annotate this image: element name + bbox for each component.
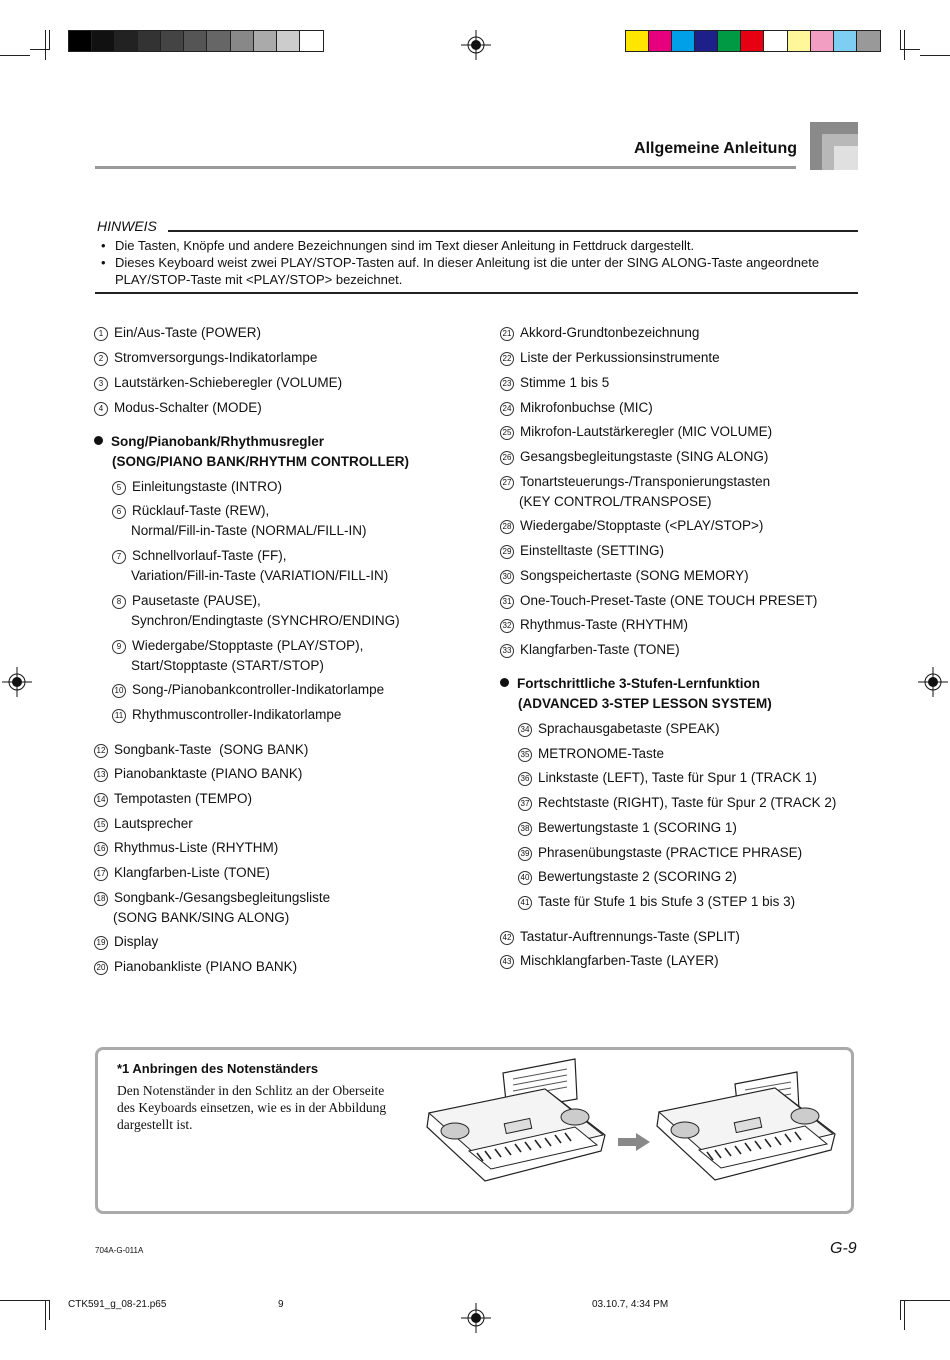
note-list [100,237,860,288]
color-swatch [207,31,230,51]
item-number: 31 [500,595,514,609]
item-number: 23 [500,377,514,391]
note-bullet: • Dieses Keyboard weist zwei PLAY/STOP-Tasten auf. In dieser Anleitung ist die unter der SING ALONG-Taste angeordnete PLAY/STOP-Taste mit <PLAY/STOP> bezeichnet. [100,254,860,288]
crop-box [30,1300,50,1320]
item-number: 12 [94,744,108,758]
list-item: 43 Mischklangfarben-Taste (LAYER) [500,951,719,971]
list-item: 5 Einleitungstaste (INTRO) [112,477,282,497]
item-number: 28 [500,520,514,534]
item-number: 39 [518,847,532,861]
item-number: 14 [94,793,108,807]
item-number: 40 [518,871,532,885]
registration-mark-icon [461,1303,491,1333]
color-swatch [649,31,672,51]
item-number: 24 [500,402,514,416]
color-swatch [695,31,718,51]
list-item: 37 Rechtstaste (RIGHT), Taste für Spur 2 (TRACK 2) [518,793,836,813]
list-item: 22 Liste der Perkussionsinstrumente [500,348,720,368]
item-number: 8 [112,595,126,609]
list-item: 12 Songbank-Taste (SONG BANK) [94,740,308,760]
item-number: 10 [112,684,126,698]
item-number: 5 [112,481,126,495]
slug-page: 9 [278,1299,284,1310]
group-heading: Song/Pianobank/Rhythmusregler [94,432,324,452]
list-item: 31 One-Touch-Preset-Taste (ONE TOUCH PRESET) [500,591,817,611]
slug-date: 03.10.7, 4:34 PM [592,1299,669,1310]
item-number: 13 [94,768,108,782]
keyboard-with-stand-insert-icon [425,1055,610,1185]
item-number: 34 [518,723,532,737]
bullet-icon [500,678,509,687]
group-heading: Fortschrittliche 3-Stufen-Lernfunktion [500,674,760,694]
crop-box [900,30,920,50]
item-number: 42 [500,931,514,945]
item-number: 26 [500,451,514,465]
item-number: 32 [500,619,514,633]
page-number: G-9 [830,1240,857,1257]
header-rule [95,166,796,169]
list-item: 24 Mikrofonbuchse (MIC) [500,398,653,418]
note-bullet: • Die Tasten, Knöpfe und andere Bezeichnungen sind im Text dieser Anleitung in Fettdruck dargestellt. [100,237,860,254]
list-item: 34 Sprachausgabetaste (SPEAK) [518,719,720,739]
item-number: 25 [500,426,514,440]
list-item: 30 Songspeichertaste (SONG MEMORY) [500,566,749,586]
note-heading: HINWEIS [97,218,157,234]
list-item: 38 Bewertungstaste 1 (SCORING 1) [518,818,737,838]
note-bottom-rule [95,292,858,294]
list-item: 28 Wiedergabe/Stopptaste (<PLAY/STOP>) [500,516,763,536]
arrow-right-icon [618,1133,650,1151]
color-swatch [764,31,787,51]
slug-filename: CTK591_g_08-21.p65 [68,1299,167,1310]
color-swatch [626,31,649,51]
list-item: 25 Mikrofon-Lautstärkeregler (MIC VOLUME) [500,422,772,442]
item-number: 35 [518,748,532,762]
color-swatch [857,31,880,51]
item-number: 7 [112,550,126,564]
list-item: 9 Wiedergabe/Stopptaste (PLAY/STOP), Start/Stopptaste (START/STOP) [112,636,363,676]
color-swatch [231,31,254,51]
crop-box [30,30,50,50]
document-code: 704A-G-011A [95,1246,144,1255]
crop-mark [920,55,950,56]
item-number: 3 [94,377,108,391]
item-number: 29 [500,545,514,559]
list-item: 33 Klangfarben-Taste (TONE) [500,640,680,660]
item-number: 33 [500,644,514,658]
item-number: 6 [112,505,126,519]
list-item: 18 Songbank-/Gesangsbegleitungsliste (SONG BANK/SING ALONG) [94,888,330,928]
item-number: 2 [94,352,108,366]
item-number: 17 [94,867,108,881]
item-number: 19 [94,936,108,950]
list-item: 27 Tonartsteuerungs-/Transponierungstasten (KEY CONTROL/TRANSPOSE) [500,472,770,512]
item-number: 4 [94,402,108,416]
registration-mark-icon [461,30,491,60]
crop-mark [920,1300,950,1301]
color-swatch [92,31,115,51]
color-swatch [69,31,92,51]
list-item: 14 Tempotasten (TEMPO) [94,789,252,809]
list-item: 19 Display [94,932,158,952]
item-number: 22 [500,352,514,366]
list-item: 2 Stromversorgungs-Indikatorlampe [94,348,317,368]
page-title: Allgemeine Anleitung [634,140,797,157]
list-item: 6 Rücklauf-Taste (REW), Normal/Fill-in-Taste (NORMAL/FILL-IN) [112,501,367,541]
grayscale-bar [68,30,324,52]
registration-mark-icon [2,667,32,697]
list-item: 23 Stimme 1 bis 5 [500,373,609,393]
color-swatch [741,31,764,51]
item-number: 11 [112,709,126,723]
item-number: 30 [500,570,514,584]
color-swatch [184,31,207,51]
list-item: 3 Lautstärken-Schieberegler (VOLUME) [94,373,342,393]
color-swatch [811,31,834,51]
list-item: 36 Linkstaste (LEFT), Taste für Spur 1 (TRACK 1) [518,768,817,788]
item-number: 1 [94,327,108,341]
list-item: 40 Bewertungstaste 2 (SCORING 2) [518,867,737,887]
list-item: 16 Rhythmus-Liste (RHYTHM) [94,838,278,858]
color-bar [625,30,881,52]
list-item: 7 Schnellvorlauf-Taste (FF), Variation/Fill-in-Taste (VARIATION/FILL-IN) [112,546,388,586]
group-heading-sub: (SONG/PIANO BANK/RHYTHM CONTROLLER) [112,454,409,469]
item-number: 16 [94,842,108,856]
list-item: 10 Song-/Pianobankcontroller-Indikatorlampe [112,680,384,700]
list-item: 42 Tastatur-Auftrennungs-Taste (SPLIT) [500,927,740,947]
list-item: 35 METRONOME-Taste [518,744,664,764]
item-number: 20 [94,961,108,975]
keyboard-with-stand-mounted-icon [655,1070,840,1185]
item-number: 27 [500,476,514,490]
note-box-title: *1 Anbringen des Notenständers [117,1061,319,1076]
color-swatch [277,31,300,51]
item-number: 18 [94,892,108,906]
color-swatch [788,31,811,51]
list-item: 17 Klangfarben-Liste (TONE) [94,863,270,883]
color-swatch [161,31,184,51]
note-box-text: Den Notenständer in den Schlitz an der Oberseite des Keyboards einsetzen, wie es in der Abbildung dargestellt ist. [117,1083,387,1132]
list-item: 26 Gesangsbegleitungstaste (SING ALONG) [500,447,768,467]
list-item: 11 Rhythmuscontroller-Indikatorlampe [112,705,341,725]
crop-mark [0,55,30,56]
list-item: 15 Lautsprecher [94,814,193,834]
crop-mark [0,1300,30,1301]
crop-box [900,1300,920,1320]
color-swatch [254,31,277,51]
item-number: 41 [518,896,532,910]
color-swatch [138,31,161,51]
list-item: 41 Taste für Stufe 1 bis Stufe 3 (STEP 1 bis 3) [518,892,795,912]
color-swatch [300,31,323,51]
corner-decoration-icon [810,122,858,170]
item-number: 37 [518,797,532,811]
list-item: 20 Pianobankliste (PIANO BANK) [94,957,297,977]
list-item: 1 Ein/Aus-Taste (POWER) [94,323,261,343]
item-number: 38 [518,822,532,836]
list-item: 39 Phrasenübungstaste (PRACTICE PHRASE) [518,843,802,863]
color-swatch [718,31,741,51]
color-swatch [115,31,138,51]
list-item: 21 Akkord-Grundtonbezeichnung [500,323,699,343]
color-swatch [834,31,857,51]
list-item: 32 Rhythmus-Taste (RHYTHM) [500,615,688,635]
list-item: 8 Pausetaste (PAUSE), Synchron/Endingtaste (SYNCHRO/ENDING) [112,591,400,631]
list-item: 4 Modus-Schalter (MODE) [94,398,262,418]
item-number: 43 [500,955,514,969]
color-swatch [672,31,695,51]
registration-mark-icon [918,667,948,697]
list-item: 29 Einstelltaste (SETTING) [500,541,664,561]
note-rule [168,230,858,232]
item-number: 21 [500,327,514,341]
list-item: 13 Pianobanktaste (PIANO BANK) [94,764,302,784]
item-number: 36 [518,772,532,786]
group-heading-sub: (ADVANCED 3-STEP LESSON SYSTEM) [518,696,772,711]
item-number: 15 [94,818,108,832]
bullet-icon [94,436,103,445]
item-number: 9 [112,640,126,654]
